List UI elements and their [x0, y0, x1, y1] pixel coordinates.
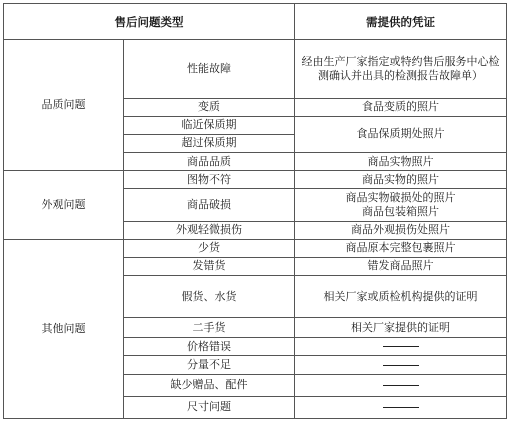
- proof-dash: [295, 396, 507, 418]
- proof-cell: 商品原本完整包裹照片: [295, 239, 507, 257]
- table-row: [4, 239, 507, 257]
- item-cell: 商品品质: [124, 153, 295, 171]
- proof-cell: 经由生产厂家指定或特约售后服务中心检测确认并出具的检测报告故障单）: [295, 40, 507, 98]
- proof-cell: 食品变质的照片: [295, 98, 507, 116]
- header-required-proof: 需提供的凭证: [295, 4, 507, 40]
- item-cell: 假货、水货: [124, 275, 295, 317]
- after-sales-proof-table: [3, 3, 507, 419]
- item-cell: 少货: [124, 239, 295, 257]
- item-cell: 发错货: [124, 257, 295, 275]
- proof-dash: [295, 338, 507, 356]
- item-cell: 变质: [124, 98, 295, 116]
- group-quality: 品质问题: [4, 40, 124, 171]
- proof-cell: 商品实物的照片: [295, 171, 507, 189]
- proof-dash: [295, 356, 507, 374]
- proof-cell: 商品外观损伤处照片: [295, 221, 507, 239]
- dash-line: [383, 407, 419, 408]
- proof-cell: 商品实物照片: [295, 153, 507, 171]
- table-row: [4, 40, 507, 98]
- header-issue-type: 售后问题类型: [4, 4, 295, 40]
- proof-cell: 相关厂家提供的证明: [295, 318, 507, 338]
- table-row: [4, 171, 507, 189]
- item-cell: 尺寸问题: [124, 396, 295, 418]
- item-cell: 商品破损: [124, 189, 295, 221]
- item-cell: 价格错误: [124, 338, 295, 356]
- proof-dash: [295, 374, 507, 396]
- item-cell: 超过保质期: [124, 134, 295, 152]
- item-cell: 缺少赠品、配件: [124, 374, 295, 396]
- dash-line: [383, 385, 419, 386]
- dash-line: [383, 365, 419, 366]
- item-cell: 二手货: [124, 318, 295, 338]
- group-other: 其他问题: [4, 239, 124, 418]
- header-row: [4, 4, 507, 40]
- item-cell: 图物不符: [124, 171, 295, 189]
- proof-cell: 错发商品照片: [295, 257, 507, 275]
- dash-line: [383, 346, 419, 347]
- item-cell: 临近保质期: [124, 116, 295, 134]
- proof-cell: 商品实物破损处的照片 商品包装箱照片: [295, 189, 507, 221]
- proof-cell: 食品保质期处照片: [295, 116, 507, 152]
- proof-cell: 相关厂家或质检机构提供的证明: [295, 275, 507, 317]
- group-appearance: 外观问题: [4, 171, 124, 239]
- item-cell: 性能故障: [124, 40, 295, 98]
- item-cell: 分量不足: [124, 356, 295, 374]
- item-cell: 外观轻微损伤: [124, 221, 295, 239]
